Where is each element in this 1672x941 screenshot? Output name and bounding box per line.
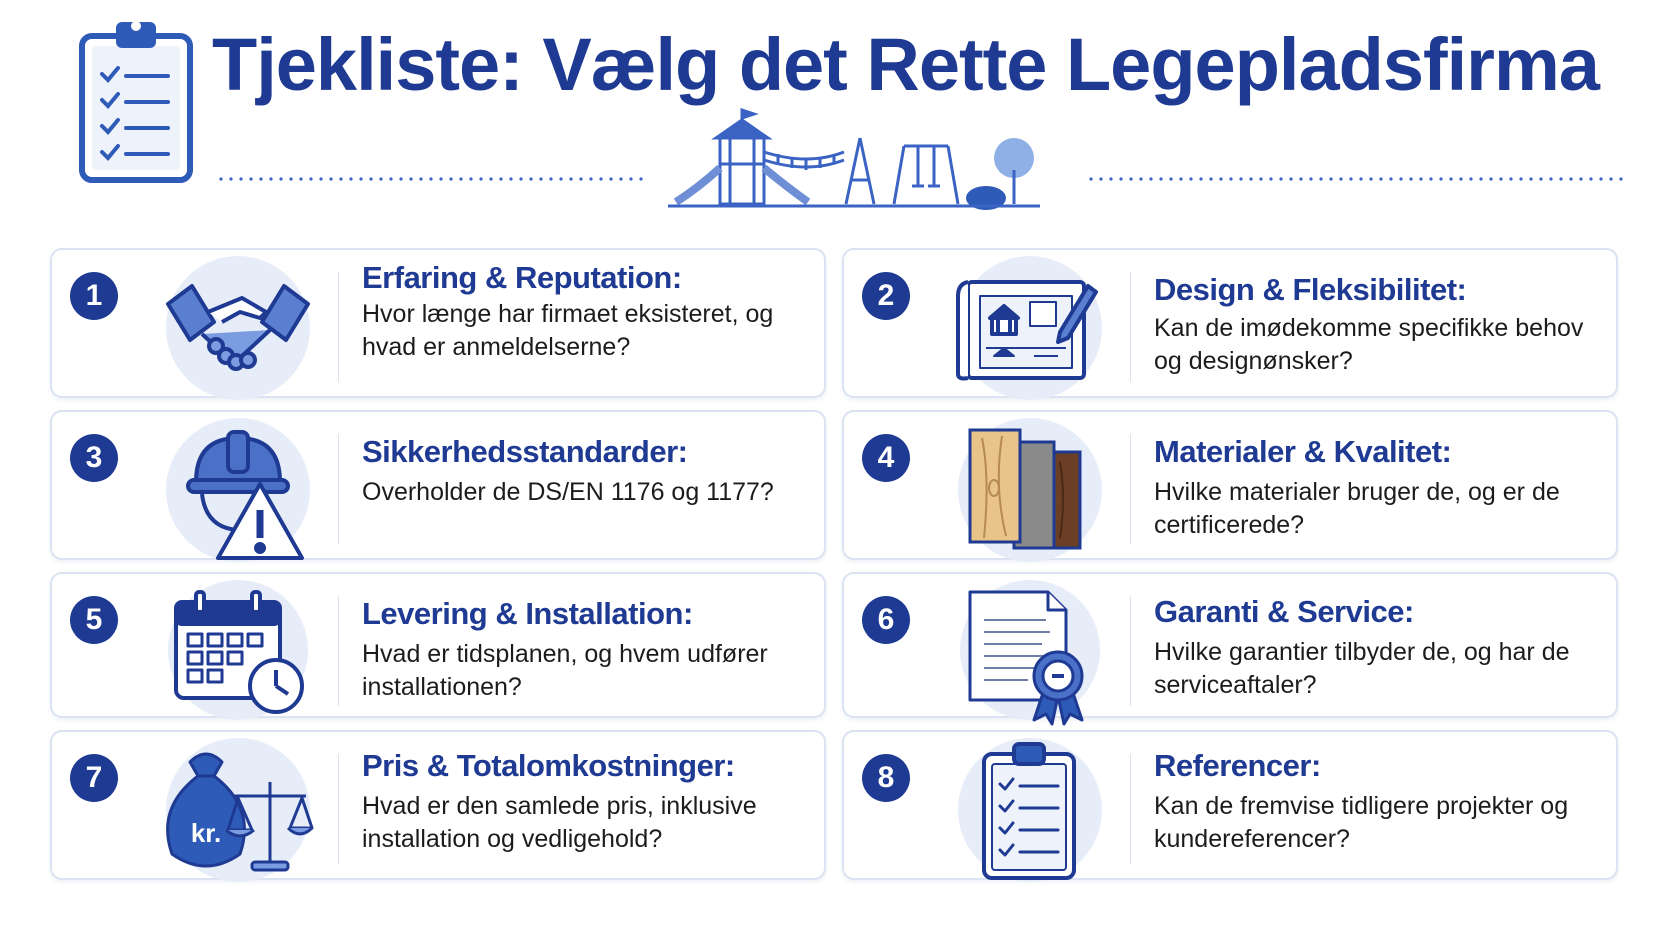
page-title: Tjekliste: Vælg det Rette Legepladsfirma — [212, 23, 1599, 106]
item-number: 3 — [70, 434, 118, 482]
item-body: Overholder de DS/EN 1176 og 1177? — [362, 478, 774, 506]
item-heading: Pris & Totalomkostninger: — [362, 748, 735, 783]
calendar-clock-icon — [162, 580, 314, 730]
item-body: Hvor længe har firmaet eksisteret, og hvad er anmeldelserne? — [362, 300, 774, 361]
dotted-divider-right — [1086, 177, 1626, 181]
blueprint-pencil-icon — [954, 256, 1106, 406]
checklist-item-2 — [842, 248, 1618, 398]
item-body: Hvilke garantier tilbyder de, og har de serviceaftaler? — [1154, 638, 1570, 699]
item-number: 5 — [70, 596, 118, 644]
checklist-item-3 — [50, 410, 826, 560]
item-number: 4 — [862, 434, 910, 482]
material-samples-icon — [954, 418, 1106, 568]
checklist-item-6 — [842, 572, 1618, 718]
item-heading: Erfaring & Reputation: — [362, 260, 682, 295]
playground-icon — [668, 108, 1068, 218]
handshake-icon — [162, 256, 314, 406]
checklist-item-1 — [50, 248, 826, 398]
item-heading: Levering & Installation: — [362, 596, 693, 631]
item-heading: Garanti & Service: — [1154, 594, 1414, 629]
item-heading: Design & Fleksibilitet: — [1154, 272, 1467, 307]
item-number: 1 — [70, 272, 118, 320]
money-bag-scale-icon — [162, 738, 314, 888]
item-body: Hvad er den samlede pris, inklusive installation og vedligehold? — [362, 792, 757, 853]
checklist-item-5 — [50, 572, 826, 718]
item-number: 7 — [70, 754, 118, 802]
item-heading: Sikkerhedsstandarder: — [362, 434, 688, 469]
item-body: Kan de fremvise tidligere projekter og kundereferencer? — [1154, 792, 1569, 853]
header — [0, 0, 1672, 240]
checklist-item-8 — [842, 730, 1618, 880]
item-number: 2 — [862, 272, 910, 320]
checklist-item-7 — [50, 730, 826, 880]
item-body: Hvad er tidsplanen, og hvem udfører installationen? — [362, 640, 768, 701]
currency-label: kr. — [190, 818, 222, 848]
checklist-item-4 — [842, 410, 1618, 560]
item-number: 6 — [862, 596, 910, 644]
clipboard-checklist-icon — [78, 16, 194, 184]
dotted-divider-left — [216, 177, 646, 181]
item-heading: Referencer: — [1154, 748, 1321, 783]
hardhat-warning-icon — [162, 418, 314, 568]
item-heading: Materialer & Kvalitet: — [1154, 434, 1452, 469]
clipboard-checklist-icon — [954, 738, 1106, 888]
item-body: Kan de imødekomme specifikke behov og designønsker? — [1154, 314, 1584, 375]
item-number: 8 — [862, 754, 910, 802]
certificate-ribbon-icon — [954, 580, 1106, 730]
item-body: Hvilke materialer bruger de, og er de certificerede? — [1154, 478, 1560, 539]
